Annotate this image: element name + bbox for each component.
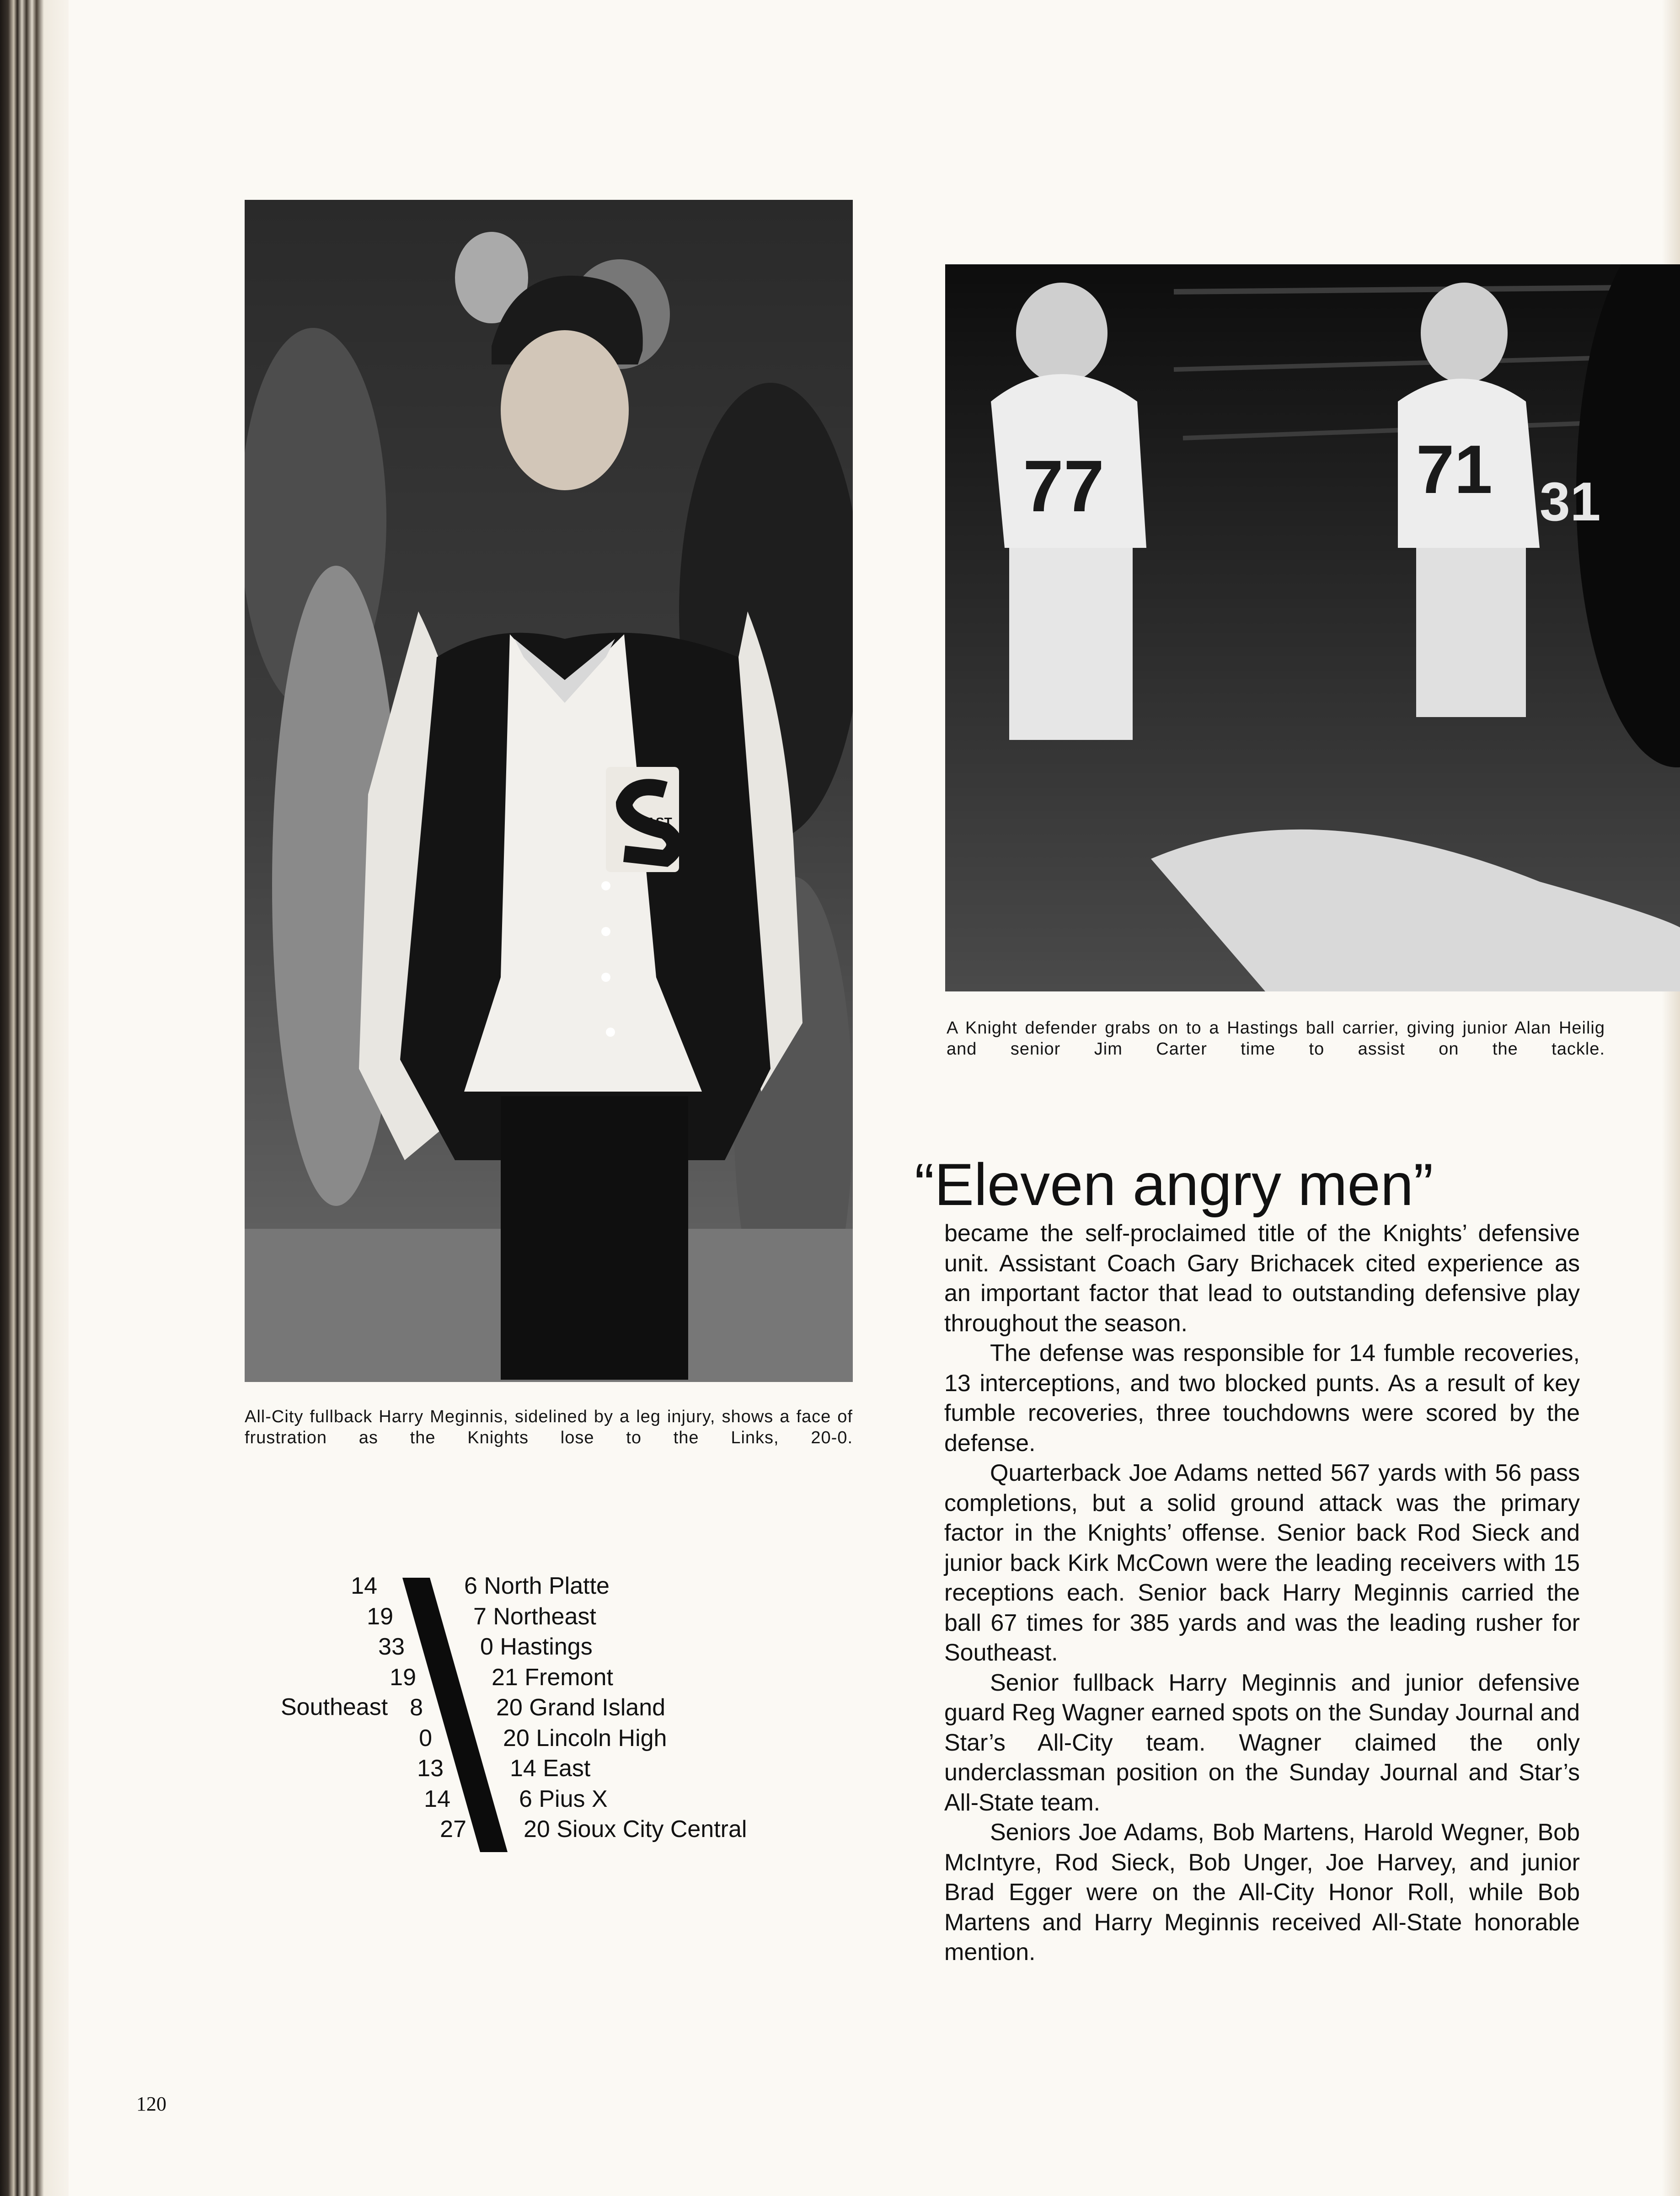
opponent-name: Northeast: [493, 1603, 596, 1630]
opponent-name: Lincoln High: [536, 1725, 667, 1751]
opponent-result: [492, 1662, 613, 1693]
caption-left-photo: All-City fullback Harry Meginnis, sidelined by a leg injury, shows a face of frustration as the Knights lose to the Links, 20-0.: [245, 1407, 853, 1447]
opponent-result: [510, 1753, 590, 1784]
article-paragraph: Quarterback Joe Adams netted 567 yards with 56 pass completions, but a solid ground attack was the primary factor in the Knights’ offense. Senior back Rod Sieck and junior back Kirk McCown were the leading receivers with 15 receptions each. Senior back Harry Meginnis carried the ball 67 times for 385 yards and was the leading rusher for Southeast.: [944, 1460, 1580, 1666]
article-paragraph: Seniors Joe Adams, Bob Martens, Harold Wegner, Bob McIntyre, Rod Sieck, Bob Unger, Joe Harvey, and junior Brad Egger were on the All-City Honor Roll, while Bob Martens and Harry Meginnis received All-State honorable mention.: [944, 1819, 1580, 1966]
opponent-result: [503, 1723, 667, 1753]
opponent-result: [480, 1632, 593, 1662]
page-number: 120: [136, 2093, 166, 2115]
opponent-score: 20: [524, 1816, 550, 1842]
opponent-result: [473, 1601, 596, 1632]
season-scores: [274, 1569, 869, 1852]
southeast-score: 19: [367, 1603, 393, 1630]
southeast-score: 8: [410, 1694, 423, 1721]
southeast-score: 13: [417, 1755, 444, 1782]
opponent-score: 21: [492, 1664, 518, 1691]
southeast-score: 14: [351, 1573, 377, 1599]
southeast-score: 19: [390, 1664, 416, 1691]
photo-injured-fullback: [245, 200, 853, 1382]
caption-right-photo: A Knight defender grabs on to a Hastings ball carrier, giving junior Alan Heilig and senior Jim Carter time to assist on the tackle.: [947, 1018, 1605, 1059]
opponent-result: [464, 1571, 610, 1601]
opponent-score: 7: [473, 1603, 487, 1630]
opponent-result: [496, 1693, 665, 1723]
article-paragraph: Senior fullback Harry Meginnis and junior defensive guard Reg Wagner earned spots on the Sunday Journal and Star’s All-City team. Wagner claimed the only underclassman position on the Sunday Journal and Star’s All-State team.: [944, 1669, 1580, 1816]
opponent-score: 20: [496, 1694, 523, 1721]
team-label: Southeast: [281, 1694, 388, 1720]
opponent-score: 0: [480, 1634, 493, 1660]
southeast-score: 14: [424, 1785, 450, 1812]
opponent-score: 20: [503, 1725, 530, 1751]
jersey-71: 71: [1416, 431, 1493, 508]
southeast-score: 27: [440, 1816, 466, 1842]
opponent-result: [519, 1784, 608, 1814]
article-body: [944, 1219, 1580, 1968]
opponent-name: Grand Island: [529, 1694, 666, 1721]
opponent-name: East: [543, 1755, 591, 1782]
book-binding: [0, 0, 69, 2196]
opponent-result: [524, 1814, 747, 1844]
photo-knight-defenders: [945, 264, 1680, 991]
jersey-31: 31: [1540, 471, 1601, 532]
article-paragraph: became the self-proclaimed title of the Knights’ defensive unit. Assistant Coach Gary Brichacek cited experience as an important factor that lead to outstanding defensive play throughout the season.: [944, 1220, 1580, 1337]
jacket-patch: EAST: [638, 815, 672, 829]
article-paragraph: The defense was responsible for 14 fumble recoveries, 13 interceptions, and two blocked punts. As a result of key fumble recoveries, three touchdowns were scored by the defense.: [944, 1340, 1580, 1457]
opponent-score: 6: [464, 1573, 477, 1599]
opponent-score: 6: [519, 1785, 532, 1812]
opponent-name: Sioux City Central: [556, 1816, 747, 1842]
southeast-score: 0: [419, 1725, 432, 1751]
jersey-77: 77: [1023, 445, 1104, 527]
opponent-name: Pius X: [539, 1785, 608, 1812]
article-headline: “Eleven angry men”: [915, 1151, 1434, 1218]
opponent-score: 14: [510, 1755, 536, 1782]
opponent-name: Fremont: [524, 1664, 613, 1691]
southeast-score: 33: [378, 1634, 405, 1660]
opponent-name: Hastings: [500, 1634, 593, 1660]
opponent-name: North Platte: [484, 1573, 610, 1599]
